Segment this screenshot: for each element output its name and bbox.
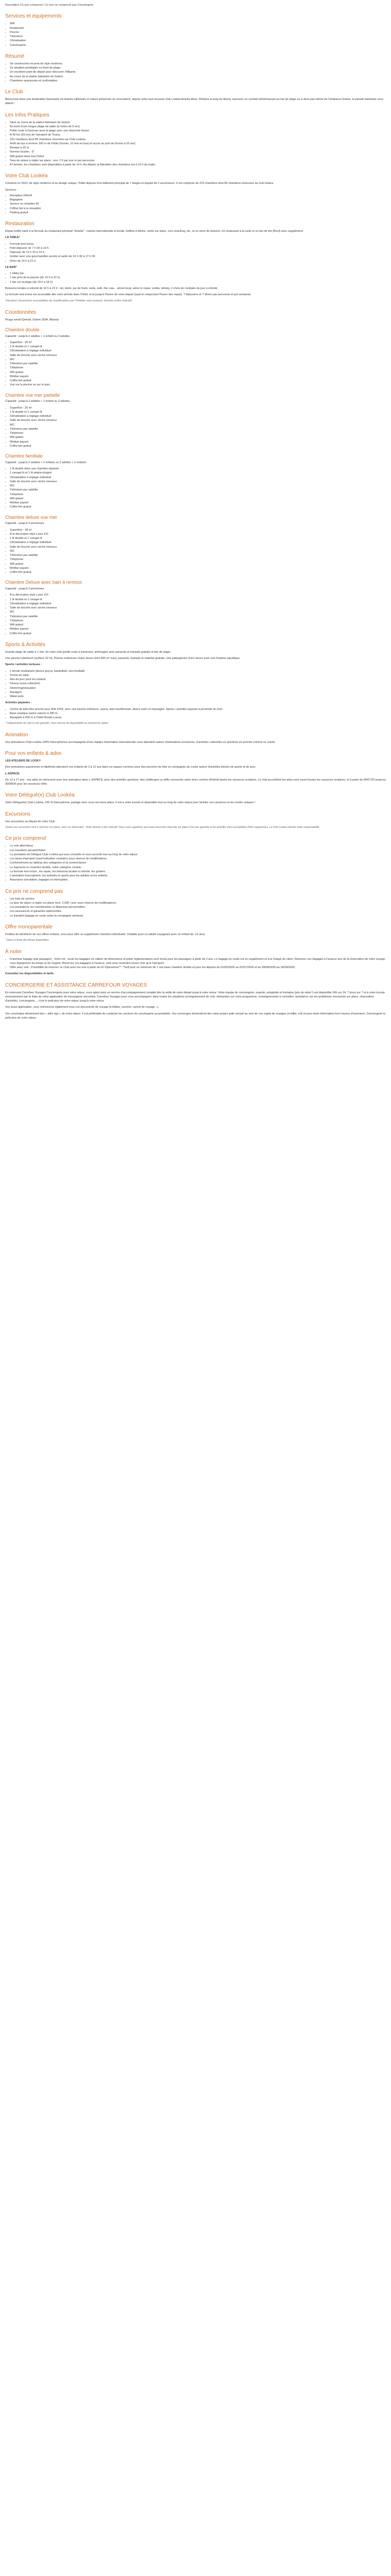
resto-note-2: *Horaires d'ouverture susceptibles de modifications par l'hôtelier sans préavis, donnés à titre indicatif. [5,299,133,303]
list-item: • Réception 24h/24 [10,194,386,198]
list-item: • Télévision par satellite [10,362,386,366]
room-features [5,341,386,387]
resto-text: Repas buffet varié à la formule au restaurant principal "Amelia" : cuisine internationale et locale, buffets à thème, vente sur place, coin snacking, etc. et un verre de boisson. Un restaurant à la carte et un bar de toit (Roof) avec supplément. [5,230,304,233]
coords-text: Rruga Ismail Qemali, Golem 2504, Albania [5,318,59,321]
list-item: • 1 lit double et 1 canapé lit [10,410,386,414]
list-item: • Télévision [10,35,386,39]
list-item: • Minibar payant [10,440,386,444]
list-item: • Téléphone [10,619,386,623]
list-item: • 223 chambres dont 85 chambres réservées au Club Lookéa. [10,138,386,142]
concierge-text: En réservant Carrefour Voyages Conciergerie pour votre séjour, vous optez pour un service d'accompagnement complet dès la veille de votre départ jusqu'à votre retour. Votre équipe de conciergerie, experte, polyglotte et humaine (joie de rebel !) est disponible 24h sur 24, 7 jours sur 7 et à votre écoute exclusivement par le biais de votre application de messagerie sécurisée, Carrefour Voyages pour vous accompagner dans toutes les situations (enregistrement de vols, demandes sur votre programme, renseignements à connaître, assistance sur les problèmes rencontrés sur place, réservation d'activités, conciergerie..., c'est le petit plus de votre séjour jusqu'à votre retour. [5,991,385,1003]
list-item: • La taxe de séjour à régler sur place (env. 2,30€ / jour, sous réserve de modifications). [10,901,386,905]
list-item: • Le vols aller/retour [10,844,386,848]
ados-subheading: L-ASPACE [5,772,20,775]
list-item: • Aquagym [10,690,386,694]
list-item: • Coffre-fort gratuit [10,444,386,448]
coords-heading: Coordonnées [5,309,37,315]
table-label: LA TABLE* [5,236,20,240]
club-text: Bienvenue dans une destination fascinante où histoire millénaire et nature préservée se rencontrent, depuis votre tout nouveau club Lookéa Amelia Mare. Piédans la long du littoral, savourez un cocktail rafraîchissant au bar de plage ou à deux pas même de l'ambiance festive, la parade balnéaire vous attend ! [5,98,383,106]
list-item: • À l'arrivée, les chambres sont disponibles à partir de 14 h. Au départ, la libération des chambres est à 10 h du matin. [10,163,386,167]
bar-label: LE BAR* [5,265,17,269]
list-item: • WC [10,484,386,488]
list-item: • Télévision par satellite [10,553,386,557]
list-item: • Minibar payant [10,566,386,570]
room-heading: Chambre double [5,327,40,332]
list-item: • Salle de douche avec sèche-cheveux [10,353,386,358]
list-item: • Salle de douche avec sèche-cheveux [10,418,386,422]
list-item: • Se construction récente de style moderne. [10,62,386,66]
list-item: • Normes locales : 5* [10,150,386,154]
list-item: • WC [10,549,386,553]
list-item: • Salle de douche avec sèche-cheveux [10,545,386,549]
list-item: • Coffre-fort gratuit [10,570,386,574]
list-item: • Wifi gratuit [10,370,386,375]
mono-note: * Dans la limite des lits/ais disponibles. [5,939,50,942]
kids-subheading: LES ATELIERS DE LOOKY [5,759,41,763]
votre-club-text: Construit en 2023, de style moderne et au design unique, l'hôtel dispose d'un bâtiment principal de 7 étages et équipé de 2 ascenseurs. Il est composé de 223 chambres dont 85 chambres réservées au club lookea. [5,182,274,185]
list-item: • Salle de douche avec sèche-cheveux [10,480,386,484]
list-item: • Téléphone [10,366,386,370]
club-services-list [5,194,386,215]
sports-list [5,669,386,699]
list-item: • Stretching/relaxation [10,686,386,690]
list-item: • Le transfert bagage en soute selon la compagnie aérienne. [10,914,386,918]
list-item: • Les assurances et garanties optionnelles. [10,909,386,913]
bar-text: Boissons locales à volonté de 10 h à 22 h : vin, bière, jus de fruits, soda, café, thé, eau... alcool local, selon le repas, vodka, whisky, 2 choix de cocktails du jour à volonté. [5,286,218,290]
resume-list [5,62,386,83]
excursions-note: Toutes nos excursions sont à réserver sur place, voire sur demandes. Tarifs donnés à titre indicatif. Nous vous rappelons que toute excursion réservée sur place n'est pas garantie et les activités sont susceptibles d'être supprimées. Le Club Lookea décline toute responsabilité. [5,825,320,829]
list-item: • Petite route à traverser pour la plage avec une descente douce. [10,129,386,133]
note-heading: À noter [5,948,22,955]
list-item: • Offre avec vols : Possibilité de réserver ce Club avec les vols à partir de 02 €/personne**. *Tarif pour un minimum de 1 nuit base chambre double et pour les départs du 01/05/2026 au 02/07/2026 et du 28/08/2026 au 30/09/2026. [10,965,386,970]
list-item: • À la décoration style Louis XVI [10,532,386,536]
list-item: • L'animation francophone, les activités et sports pour les adultes et les enfants. [10,874,386,878]
kids-text: Des animateurs passionnés et diplômés attendent vos enfants de 3 à 12 ans dans un espace commun pour des journées de folie en compagnie de Looky autour d'activités divisés de sports et de jeux. [5,766,256,769]
resume-heading: Résumé [5,53,25,59]
list-item: • Parking gratuit [10,211,386,215]
sports-text-2: Une piscine extérieure (surface 32 m). Piscine extérieure chaux douce (très 500 m² max), parasols, transats et matelas gratuits. Une pataugeoire (1ère douce avec une fontaine aquatique. [5,657,240,660]
room-features [5,467,386,510]
list-item: • Superficie : 25 m² [10,406,386,410]
list-item: • Salle de douche avec sèche-cheveux [10,606,386,610]
room-capacity: Capacité : jusqu'à 2 adultes + 1 enfant ou 3 adultes. [5,334,71,338]
list-item: • À 45 km (50 mn) de l'aéroport de Tirana. [10,133,386,137]
note-footer: Consultez les disponibilités et tarifs. [5,972,55,976]
resto-heading: Restauration [5,221,35,227]
list-item: • Water-polo [10,694,386,699]
list-item: • Un excellent point de départ pour découvrir l'Albanie. [10,70,386,74]
list-item: • Les prestations non mentionnées et dépenses personnelles. [10,905,386,909]
list-item: • La prestation du Délégué Club Lookéa qui vous conseille et vous accorde tout au long de votre séjour. [10,853,386,857]
room-heading: Chambre deluxe vue mer [5,514,58,520]
list-item: • WC [10,610,386,614]
list-item: • Au bord d'une longue plage de sable (à moins de 5 mn). [10,125,386,129]
list-item: • Les taxes d'aéroport (sauf indication contraire) sous réserve de modifications. [10,857,386,861]
excursions-text: Vos excursions au départ de votre Club : [5,820,57,823]
list-item: • Wifi gratuit [10,435,386,439]
list-item: • Situé au coeur de la station balnéaire de Golem. [10,121,386,125]
list-item: • 1 canapé lit et 1 lit simple éloigné [10,471,386,475]
mono-heading: Offre monoparentale [5,924,53,930]
list-item: • Piscine [10,30,386,35]
list-item: • Coffre-fort gratuit [10,379,386,383]
list-item: • Taxe de séjour à régler sur place : env. 2 € par jour et par personne. [10,159,386,163]
infos-list [5,121,386,167]
list-item: • Petit déjeuner de 7 h 30 à 10 h. [10,246,386,250]
list-item: • WC [10,358,386,362]
votre-club-heading: Votre Club Lookéa [5,173,48,179]
list-item: • Wifi gratuit dans tout l'hôtel. [10,155,386,159]
list-item: • Au coeur de la station balnéaire de Golem. [10,75,386,79]
room-heading: Chambre vue mer partielle [5,392,60,398]
list-item: • Se situation privilégiée en bord de plage. [10,66,386,70]
bar-list [5,272,386,284]
list-item: • Climatisation à réglage individuel [10,414,386,418]
delegue-heading: Votre Délégué(e) Club Lookéa [5,792,75,799]
list-item: • 1 lobby bar. [10,272,386,276]
paid-list [5,707,386,720]
room-features [5,593,386,636]
list-item: • Wifi gratuit [10,623,386,627]
includes-heading: Ce prix comprend [5,836,46,842]
delegue-text: Votre Délégué(e) Club Lookéa, 100 % francophone, partage avec vous ses bons plans. Il est à votre écoute et disponible tout au long de votre séjour pour faciliter vos vacances et les rendre uniques ! [5,801,255,805]
list-item: • 1 lit double et 1 canapé lit [10,598,386,602]
concierge-heading: CONCIERGERIE ET ASSISTANCE CARREFOUR VOYAGES [5,982,147,988]
list-item: • 1 lit double dans une chambre séparée [10,467,386,471]
room-capacity: Capacité : jusqu'à 3 personnes [5,522,44,526]
includes-list [5,844,386,882]
list-item: • Coffre-fort gratuit [10,632,386,636]
list-item: • Wifi gratuit [10,562,386,566]
page [0,0,391,1027]
room-capacity: Capacité : jusqu'à 3 personnes [5,587,44,591]
list-item: • Wifi gratuit [10,497,386,501]
club-heading: Le Club [5,89,23,95]
list-item: • La formule tout inclus ; les repas, les boissons locales à volonté, les goûters. [10,870,386,874]
list-item: • Restaurant [10,26,386,30]
list-item: • Wifi [10,22,386,26]
list-item: • 1 terrain multisports (tennis goyou, basketball, mini-football) [10,669,386,673]
list-item: • Télévision par satellite [10,488,386,492]
room-heading: Chambre familiale [5,453,43,459]
list-item: • Tennis de table [10,673,386,677]
list-item: • Coffret fort à la réception [10,207,386,211]
list-item: • Service en chambre 82 [10,202,386,206]
list-item: • Déjeuner de 12 h 30 à 14 h. [10,250,386,255]
sports-heading: Sports & Activités [5,641,45,648]
list-item: • Vue sur la piscine ou sur le parc [10,383,386,387]
resto-note: La formule tout inclus est accessible dès votre arrivée dans l'hôtel, et la jusqu'à l'heure de votre départ (sauf en respectant l'heure des repas). 7 déjeuners et 7 dîners par personne et par semaine). [5,293,252,296]
animation-heading: Animation [5,732,28,738]
list-item: • Conciergerie [10,43,386,47]
sports-label: Sports / activités incluses : [5,663,42,667]
intro-text: Description Ce prix comprend / Ce prix ne comprend pas Conciergerie [5,4,94,7]
list-item: • Coffre-fort gratuit [10,505,386,509]
list-item: • 1 bar sur la plage (de 10 h à 18 h). [10,280,386,284]
list-item: • Minibar payant [10,501,386,505]
list-item: • WC [10,423,386,427]
list-item: • Climatisation à réglage individuel [10,476,386,480]
list-item: • Télévision par satellite [10,427,386,431]
list-item: • Formule tout inclus [10,242,386,246]
list-item: • Climatisation [10,39,386,43]
room-heading: Chambre Deluxe avec bain à remous [5,580,82,585]
list-item: • Téléphone [10,431,386,435]
list-item: • Banque à 20 m. [10,146,386,150]
list-item: • Les frais de service. [10,897,386,901]
list-item: • Franchise bagage (par passager) : Votre vol : seuls les bagages en cabine de dimensions et poids réglementaires sont inclus pour les passagers à partir de 2 ans. Le bagage en soute est en supplément et à la charge du client. Réservez vos bagages à l'avance lors de la réservation de votre voyage, vous épargnerez du temps et de l'argent. Réservez vos bagages à l'avance, cela vous reviendra moins cher qu'à l'aéroport. [10,957,386,966]
excludes-heading: Ce prix ne comprend pas [5,888,63,894]
services-label: Services : [5,188,18,192]
list-item: • Téléphone [10,557,386,562]
services-list [5,22,386,47]
list-item: • Conformément au tableau des catégories et la nomenclature [10,861,386,865]
list-item: • Goûter avec une gourmandise sucrée et salée de 16 h 30 à 17 h 30. [10,255,386,259]
list-item: • À la décoration style Louis XVI [10,593,386,597]
list-item: • Bagagerie [10,198,386,202]
paid-label: Activités payantes : [5,701,32,705]
services-heading: Services et équipements [5,13,62,20]
room-capacity: Capacité : jusqu'à 2 adultes + 2 enfants ou 2 adultes + 2 enfants. [5,461,87,464]
rooms-section [5,327,386,636]
room-features [5,406,386,449]
list-item: • Base nautique (selon saison) à 200 m. [10,711,386,716]
paid-note: * Indépendants du club et non garantis, sous réserve de disponibilité au moment du séjour. [5,722,109,725]
list-item: • Assurance annulation, bagages et interruption. [10,878,386,882]
list-item: • Fitness (sous collective) [10,682,386,686]
concierge-text-3: Vos concierges deviennent des « alter ego » de votre séjour. Il est préférable de contacter les services de conciergerie au préalable. Vos concierges deviendront des votre propre petit conseil au sein de vos sujets de voyages (e-billet, vol) et pour toute information hors heures d'ouverture. Conciergerie le petit plus de votre séjour. [5,1012,386,1020]
list-item: • Aquapark à 500 m à l'hôtel Bonita Luxury [10,716,386,720]
room-capacity: Capacité : jusqu'à 2 adultes + 1 enfant ou 3 adultes. [5,400,71,403]
list-item: • Minibar payant [10,375,386,379]
list-item: • Les transferts aéroport/hôtel [10,849,386,853]
list-item: • Minibar payant [10,627,386,631]
list-item: • 1 lit double et 1 canapé lit [10,345,386,349]
note-list [5,957,386,970]
list-item: • Télévision par satellite [10,615,386,619]
infos-heading: Les Infos Pratiques [5,112,50,118]
list-item: • 1 bar près de la piscine (de 10 h à 22 h). [10,276,386,280]
list-item: • Aire de jeux pour les enfants [10,677,386,682]
mono-text: Profitez de bénéficier de nos offres enfants, vous pour offrir un supplément chambre individuelle. (Valable pour un adulte voyageant avec un enfant de -12 ans). [5,933,206,936]
list-item: • Centre de bien-être proche pour 5Db 2024, avec une piscine intérieure, sauna, bain bouillonnant, divers soins et massages. Sports / activités payants à proximité du club : [10,707,386,711]
concierge-text-2: Vos aussi application, vous retrouverez également tous vos documents de voyage (e-billets, voucher, carnet de voyage...). [5,1006,159,1009]
list-item: • Climatisation à réglage individuel [10,349,386,353]
list-item: • Téléphone [10,493,386,497]
list-item: • Climatisation à réglage individuel [10,602,386,606]
sports-text: Grande plage de sable à 1 min. de votre club (petite route à traverser), aménagée avec parasols et transats gratuits et bar de plage. [5,650,171,654]
list-item: • Arrêt de bus à environ 300 m de l'hôtel (Durrës, 10 min en bus) et accès au port de Durrës à 25 mn). [10,142,386,146]
list-item: • Dîner de 19 h à 21 h. [10,259,386,263]
list-item: • 1 lit double et 1 canapé lit [10,536,386,540]
list-item: • Superficie : 25 m² [10,341,386,345]
kids-heading: Pour vos enfants & ados [5,751,61,757]
room-features [5,528,386,575]
list-item: • Superficie : 38 m² [10,528,386,532]
table-list [5,242,386,263]
list-item: • Chambres spacieuses et confortables. [10,79,386,83]
ados-text: De 13 à 17 ans : vos ados se retrouvent avec leur animateur dans L-ASPACE, pour des activités sportives, des challenges ou défis connectés selon leurs centres d'intérêt basés les vacances scolaires. Le club accueillant les ados sont ouvert toutes les vacances scolaires, et à partir du 04/07/26 jusqu'au 30/08/26 pour les vacances d'été. [5,778,386,786]
animation-text: Vos animateurs Club Lookéa 100% francophones accompagnés d'une équipe d'animation internationale vous attendent autour d'animations exclusives, d'activités culturelles ou sportives en journée comme en soirée. [5,740,276,744]
excludes-list [5,897,386,918]
excursions-heading: Excursions [5,811,30,817]
list-item: • Le logement en chambre double, selon catégorie choisie. [10,866,386,870]
list-item: • Climatisation à réglage individuel [10,540,386,545]
